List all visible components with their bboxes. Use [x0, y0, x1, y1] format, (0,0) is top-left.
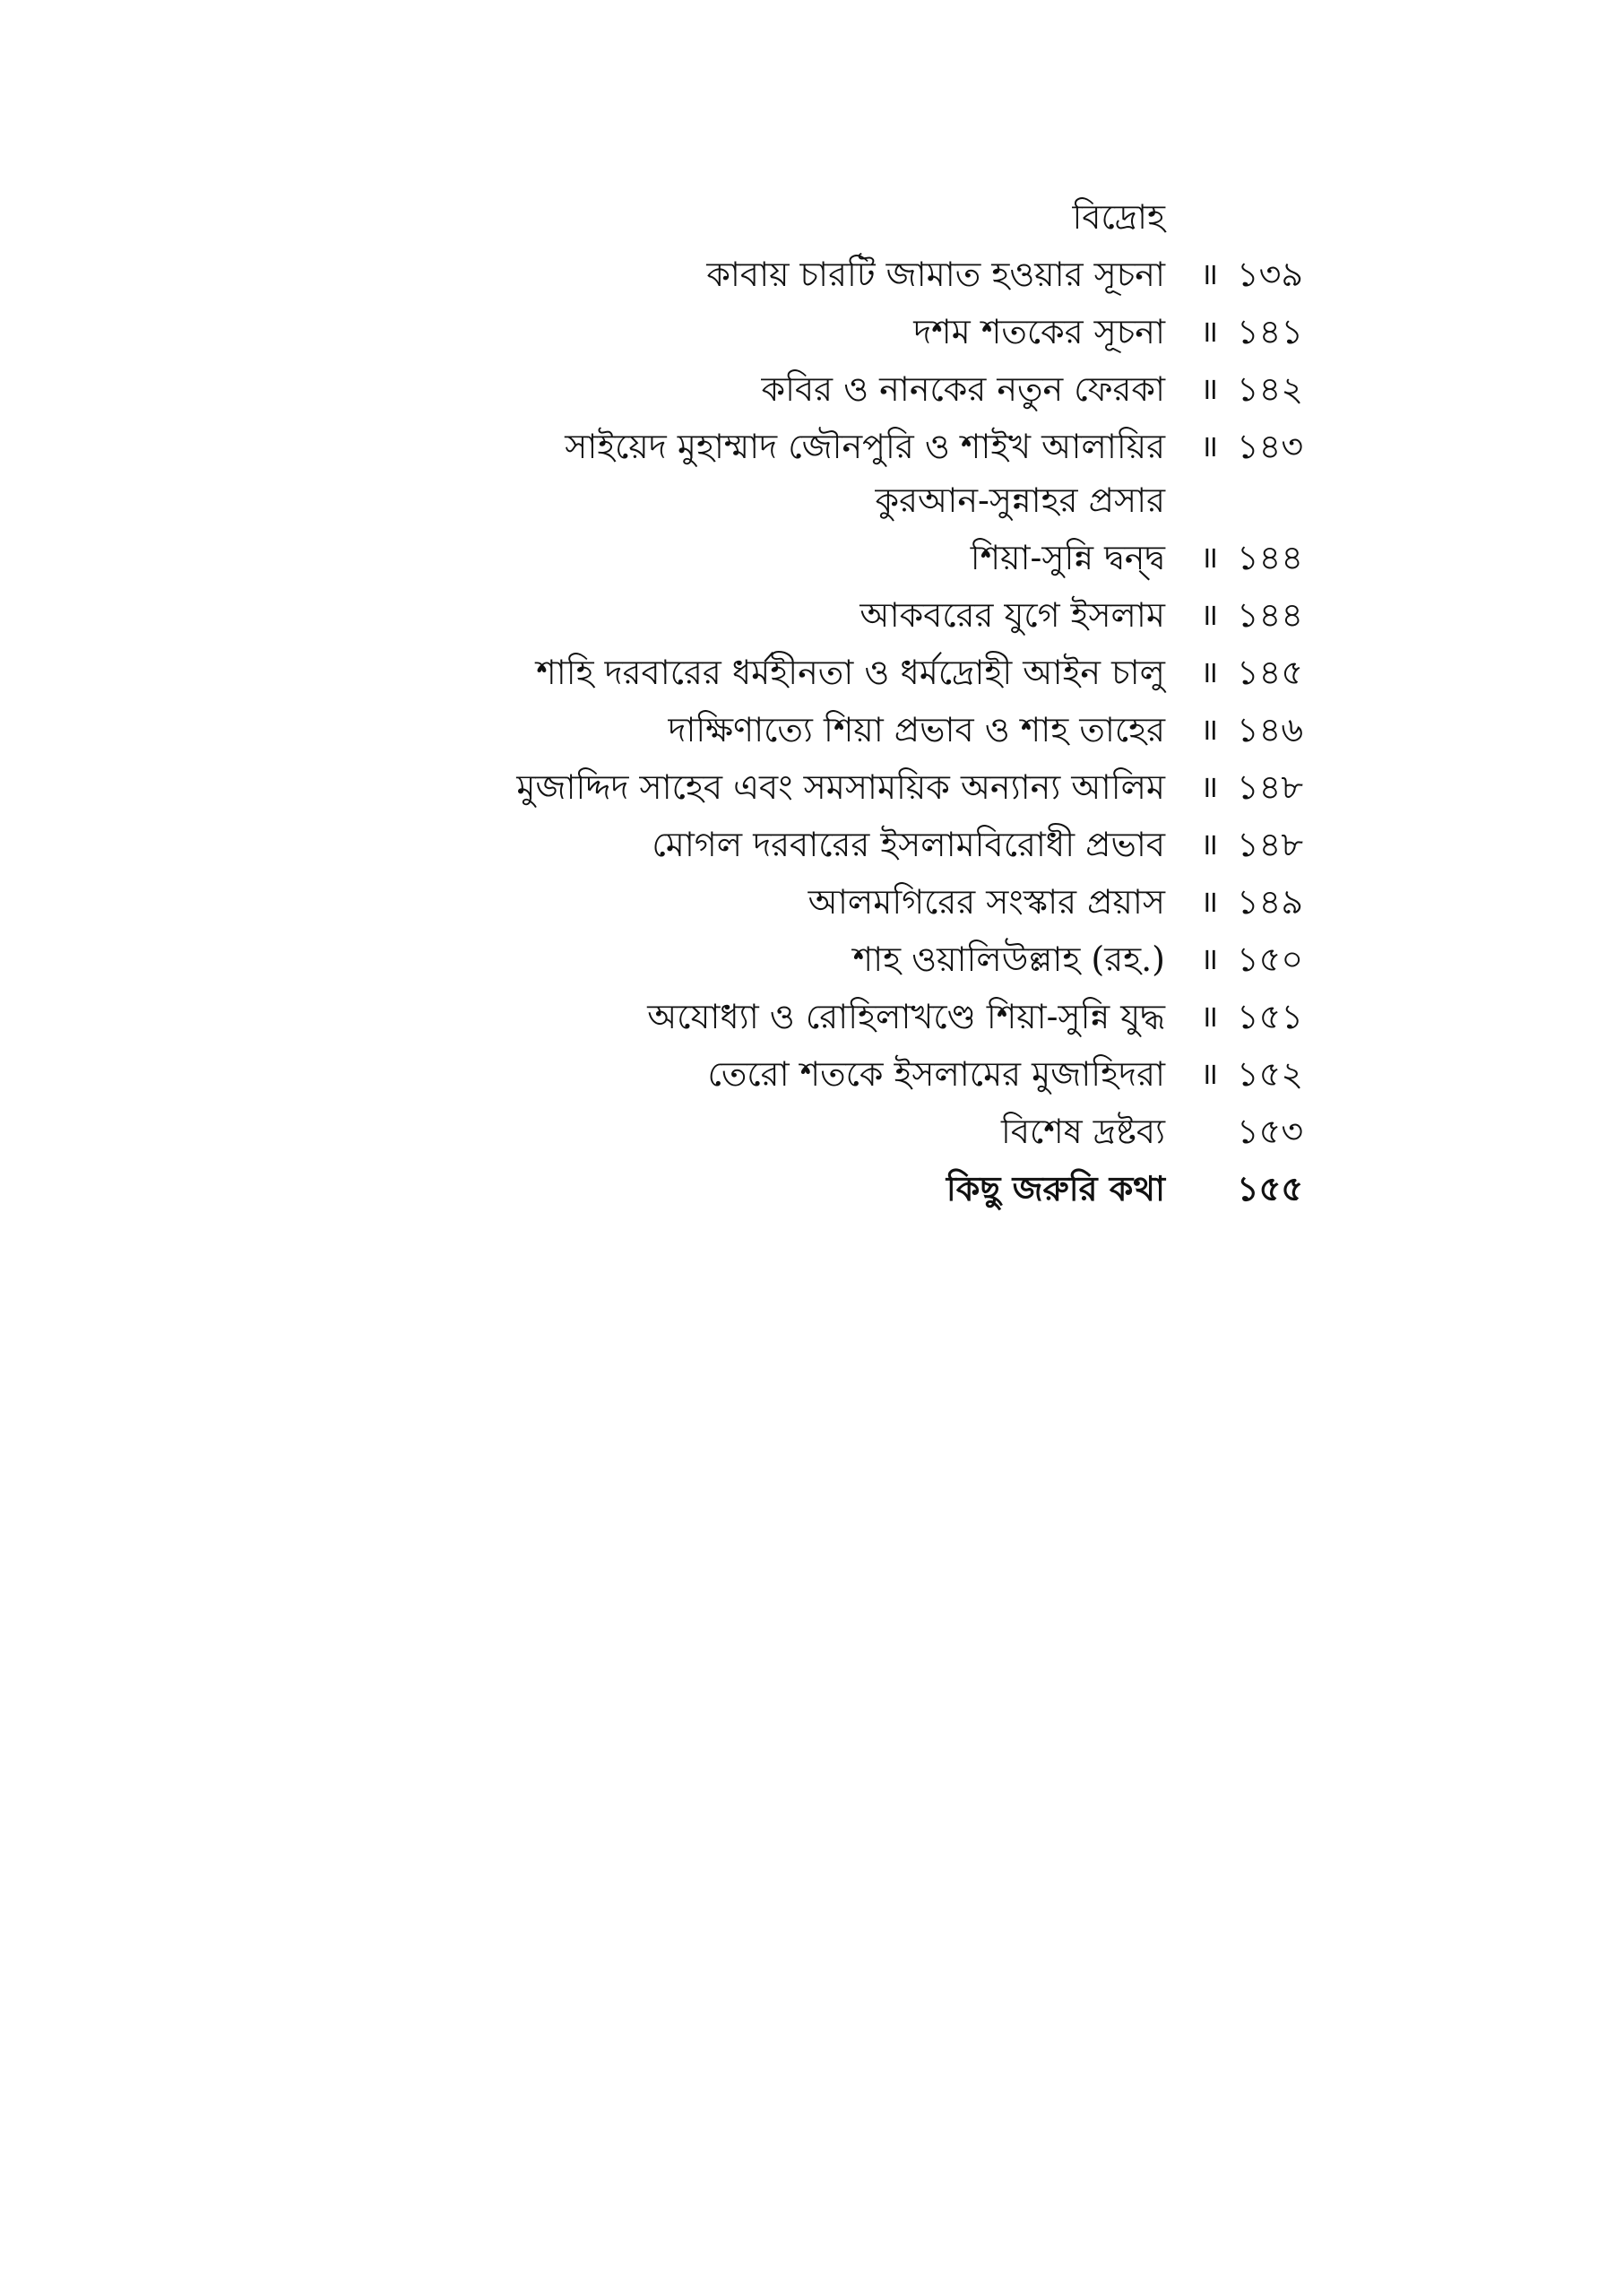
toc-separator: ॥	[1199, 654, 1219, 690]
toc-separator: ॥	[1199, 999, 1219, 1035]
toc-separator: ॥	[1199, 314, 1219, 350]
toc-entry-page: ১৫০	[1237, 940, 1304, 979]
toc-separator: ॥	[1199, 1056, 1219, 1092]
toc-entry	[0, 760, 1624, 818]
toc-entry	[0, 305, 1624, 362]
toc-entry	[0, 420, 1624, 531]
toc-entry	[0, 247, 1624, 305]
toc-entry-page: ১৫১	[1237, 997, 1303, 1036]
toc-entry	[0, 875, 1624, 932]
toc-list	[0, 190, 1624, 1219]
toc-entry-page: ১৪৪	[1237, 538, 1303, 577]
toc-entry	[0, 932, 1624, 990]
toc-entry-title: কাবায় চারটি জামাত হওয়ার সূচনা	[706, 255, 1165, 294]
toc-entry-title: আলমগিরের সংস্কার প্রয়াস	[808, 882, 1165, 922]
toc-entry-title-line2: কুরআন-সুন্নাহর প্রসার	[875, 481, 1165, 520]
toc-entry-title: মুজাদ্দিদ সাহেব এবং সমসাময়িক অন্যান্য আলিম	[516, 767, 1165, 807]
toc-entry-page: ১৩৯	[1237, 255, 1304, 294]
toc-entry	[0, 1104, 1624, 1162]
toc-entry-title: মোগল দরবারের ইসলামবিরোধী প্রভাব	[652, 825, 1165, 864]
toc-entry-title: শাহ ওয়ালিউল্লাহ (রহ.)	[852, 940, 1165, 979]
toc-entry-page: ১৪৩	[1237, 427, 1304, 466]
toc-entry-title: অযোধ্যা ও রোহিলাখণ্ডে শিয়া-সুন্নি যুদ্ধ	[647, 997, 1165, 1036]
toc-separator: ॥	[1199, 429, 1219, 464]
toc-entry	[0, 1047, 1624, 1104]
toc-entry-page: ১৪৪	[1237, 595, 1303, 635]
toc-entry	[0, 645, 1624, 703]
toc-entry-title: আকবরের যুগে ইসলাম	[860, 595, 1165, 635]
toc-entry	[0, 703, 1624, 760]
toc-entry-title: বিশেষ দ্রষ্টব্য	[1000, 1112, 1165, 1151]
toc-entry	[0, 362, 1624, 420]
toc-entry-page: ১৪২	[1237, 369, 1304, 409]
toc-entry-page: ১৪৮	[1237, 825, 1303, 864]
toc-entry	[0, 990, 1624, 1047]
toc-separator: ॥	[1199, 884, 1219, 920]
toc-entry-page: ১৪১	[1237, 312, 1303, 351]
toc-entry-title-line1: সাইয়েদ মুহাম্মাদ জৌনপুরি ও শাইখ আলায়ির	[565, 427, 1165, 466]
toc-entry-title: শাহি দরবারের ধর্মহীনতা ও ধর্মদ্রোহী আইন চালু	[536, 653, 1165, 692]
toc-entry-title: দাক্ষিণাত্যে শিয়া প্রভাব ও শাহ তাহের	[668, 710, 1165, 749]
toc-entry	[0, 588, 1624, 645]
toc-separator: ॥	[1199, 540, 1219, 576]
toc-separator: ॥	[1199, 769, 1219, 805]
toc-entry-title: কিছু জরুরি কথা	[946, 1168, 1165, 1208]
toc-continuation-title: বিদ্রোহ	[1072, 197, 1165, 237]
toc-continuation-row	[0, 190, 1624, 247]
toc-entry-page: ১৫২	[1237, 1054, 1304, 1094]
toc-entry-page: ১৫৫	[1237, 1168, 1303, 1208]
toc-entry-page: ১৪৬	[1237, 710, 1304, 749]
toc-entry-title: তেরো শতকে ইসলামের মুজাহিদরা	[707, 1054, 1165, 1094]
toc-separator: ॥	[1199, 827, 1219, 862]
toc-separator: ॥	[1199, 256, 1219, 292]
toc-entry	[0, 818, 1624, 875]
toc-separator: ॥	[1199, 712, 1219, 748]
toc-entry-page: ১৪৯	[1237, 882, 1303, 922]
toc-entry-page: ১৪৮	[1237, 767, 1303, 807]
toc-entry-title	[565, 420, 1165, 527]
toc-entry	[0, 1162, 1624, 1219]
toc-separator: ॥	[1199, 941, 1219, 977]
toc-entry-title: শিয়া-সুন্নি দ্বন্দ্ব	[970, 538, 1165, 577]
toc-separator: ॥	[1199, 597, 1219, 633]
toc-entry-title: কবির ও নানকের নতুন ফেরকা	[761, 369, 1165, 409]
toc-entry	[0, 531, 1624, 588]
toc-separator: ॥	[1199, 371, 1219, 407]
toc-entry-page: ১৫৩	[1237, 1112, 1304, 1151]
toc-entry-title: দশম শতকের সূচনা	[913, 312, 1165, 351]
toc-entry-page: ১৪৫	[1237, 653, 1303, 692]
